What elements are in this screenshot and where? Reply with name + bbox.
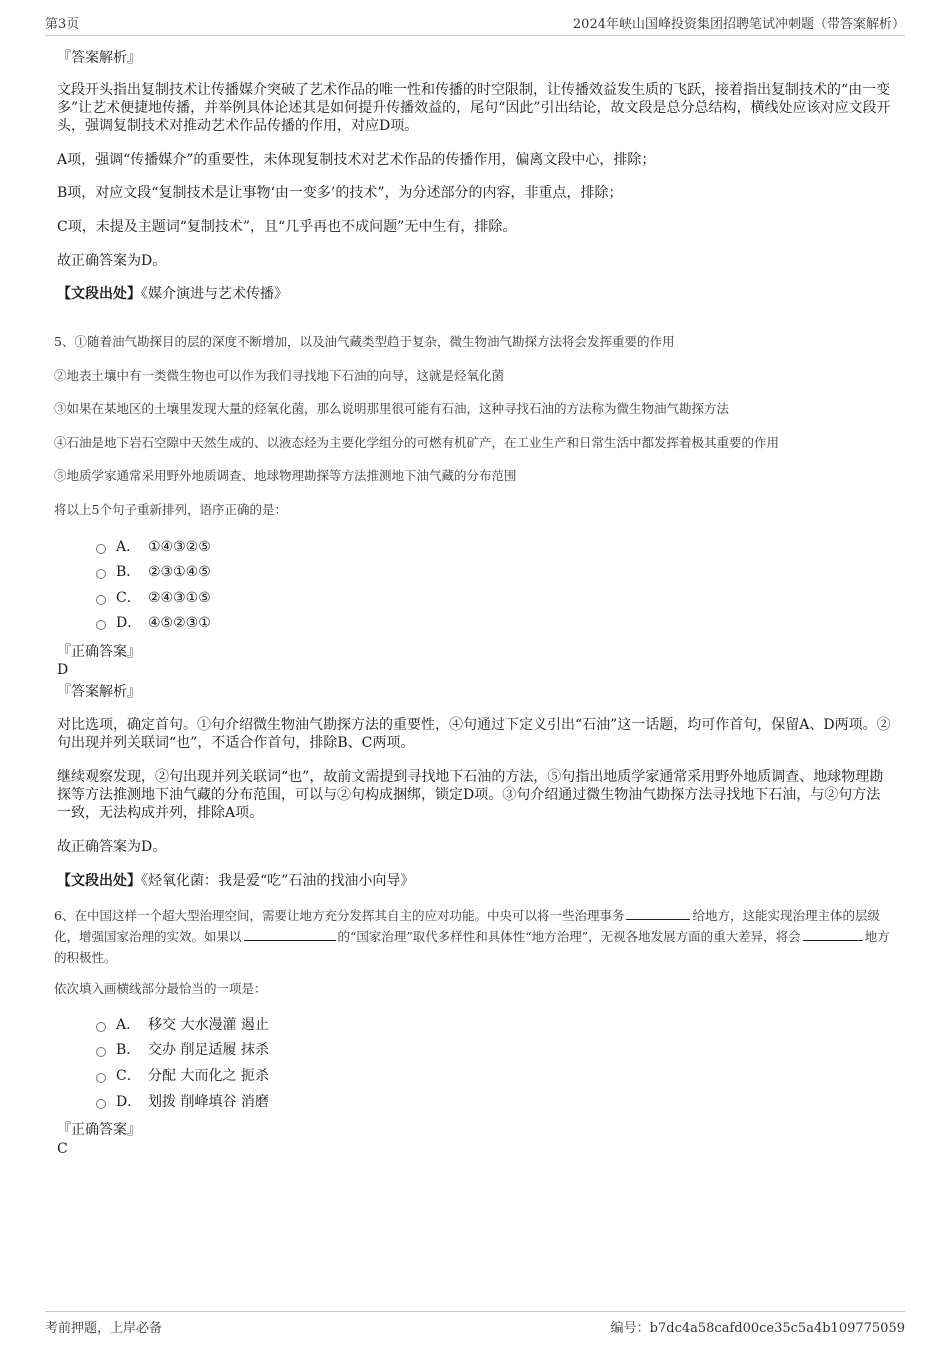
page-footer [45,1311,905,1336]
q4-analysis-paragraph-3: B项，对应文段“复制技术是让事物‘由一变多’的技术”，为分述部分的内容，非重点，排除； [57,185,623,201]
q5-option-c[interactable]: C． ②④③①⑤ [96,589,211,607]
q6-option-a[interactable]: A． 移交 大水漫灌 遏止 [96,1016,269,1034]
q4-analysis-paragraph-1: 文段开头指出复制技术让传播媒介突破了艺术作品的唯一性和传播的时空限制，让传播效益发生质的飞跃，接着指出复制技术的“由一变多”让艺术便捷地传播，并举例具体论述其是如何提升传播效益的，尾句“因此”引出结论，故文段是总分总结构，横线处应该对应文段开头，强调复制技术对推动艺术作品传播的作用，对应D项。 [57,82,891,134]
q4-source [57,285,892,303]
q5-analysis-paragraph-2: 继续观察发现，②句出现并列关联词“也”，故前文需提到寻找地下石油的方法，⑤句指出地质学家通常采用野外地质调查、地球物理勘探等方法推测地下油气藏的分布范围，可以与②句构成捆绑，锁定D项。③句介绍通过微生物油气勘探方法寻找地下石油，与②句方法一致，无法构成并列，排除A项。 [57,769,884,821]
q6-stem: 6、在中国这样一个超大型治理空间，需要让地方充分发挥其自主的应对功能。中央可以将一些治理事务 给地方，这能实现治理主体的层级化，增强国家治理的实效。如果以 的“国家治理”取代多样性和具体性“地方治理”，无视各地发展方面的重大差异，将会 地方的积极性。 [54,905,896,968]
q6-blank-2 [244,926,336,941]
q6-answer: C [57,1141,68,1157]
radio-icon[interactable] [96,1022,106,1032]
q4-analysis-paragraph-4: C项，未提及主题词“复制技术”，且“几乎再也不成问题”无中生有，排除。 [57,219,517,235]
page-number: 第3页 [45,17,80,32]
q4-source-text: 《媒介演进与艺术传播》 [141,286,288,302]
q6-answer-label: 『正确答案』 [57,1122,141,1138]
q5-answer-label: 『正确答案』 [57,644,141,660]
q5-analysis-paragraph-1: 对比选项，确定首句。①句介绍微生物油气勘探方法的重要性，④句通过下定义引出“石油”这一话题，均可作首句，保留A、D两项。②句出现并列关联词“也”，不适合作首句，排除B、C两项。 [57,717,891,751]
radio-icon[interactable] [96,569,106,579]
q6-prompt: 依次填入画横线部分最恰当的一项是： [54,981,267,996]
q5-source [57,872,892,890]
q5-sentence-1: 5、①随着油气勘探目的层的深度不断增加，以及油气藏类型趋于复杂，微生物油气勘探方法将会发挥重要的作用 [54,334,675,349]
q5-source-label: 【文段出处】 [57,873,141,889]
q5-prompt: 将以上5个句子重新排列，语序正确的是： [54,502,287,517]
q5-sentence-2: ②地表土壤中有一类微生物也可以作为我们寻找地下石油的向导，这就是烃氧化菌 [54,368,505,383]
q5-sentence-4: ④石油是地下岩石空隙中天然生成的、以液态烃为主要化学组分的可燃有机矿产，在工业生产和日常生活中都发挥着极其重要的作用 [54,435,780,450]
q4-source-label: 【文段出处】 [57,286,141,302]
q6-option-c[interactable]: C． 分配 大而化之 扼杀 [96,1067,269,1085]
footer-slogan: 考前押题，上岸必备 [45,1321,163,1336]
q5-answer: D [57,662,69,678]
q4-conclusion: 故正确答案为D。 [57,253,167,269]
radio-icon[interactable] [96,544,106,554]
q6-blank-3 [803,926,863,941]
q6-option-d[interactable]: D． 划拨 削峰填谷 消磨 [96,1093,269,1111]
q5-conclusion: 故正确答案为D。 [57,839,167,855]
q5-sentence-5: ⑤地质学家通常采用野外地质调查、地球物理勘探等方法推测地下油气藏的分布范围 [54,468,517,483]
radio-icon[interactable] [96,620,106,630]
radio-icon[interactable] [96,595,106,605]
radio-icon[interactable] [96,1073,106,1083]
q5-analysis-label: 『答案解析』 [57,684,141,700]
document-title: 2024年峡山国峰投资集团招聘笔试冲刺题（带答案解析） [572,17,905,32]
q5-sentence-3: ③如果在某地区的土壤里发现大量的烃氧化菌，那么说明那里很可能有石油，这种寻找石油的方法称为微生物油气勘探方法 [54,401,730,416]
q6-blank-1 [626,905,690,920]
radio-icon[interactable] [96,1099,106,1109]
radio-icon[interactable] [96,1047,106,1057]
q5-option-d[interactable]: D． ④⑤②③① [96,614,211,632]
q5-option-b[interactable]: B． ②③①④⑤ [96,563,211,581]
q4-analysis-paragraph-2: A项，强调“传播媒介”的重要性，未体现复制技术对艺术作品的传播作用，偏离文段中心，排除； [57,152,656,168]
q5-option-a[interactable]: A． ①④③②⑤ [96,538,211,556]
q5-source-text: 《烃氧化菌：我是爱“吃”石油的找油小向导》 [141,873,415,889]
footer-serial: 编号：b7dc4a58cafd00ce35c5a4b109775059 [610,1321,905,1336]
q4-analysis-label: 『答案解析』 [57,50,141,66]
q6-option-b[interactable]: B． 交办 削足适履 抹杀 [96,1041,269,1059]
